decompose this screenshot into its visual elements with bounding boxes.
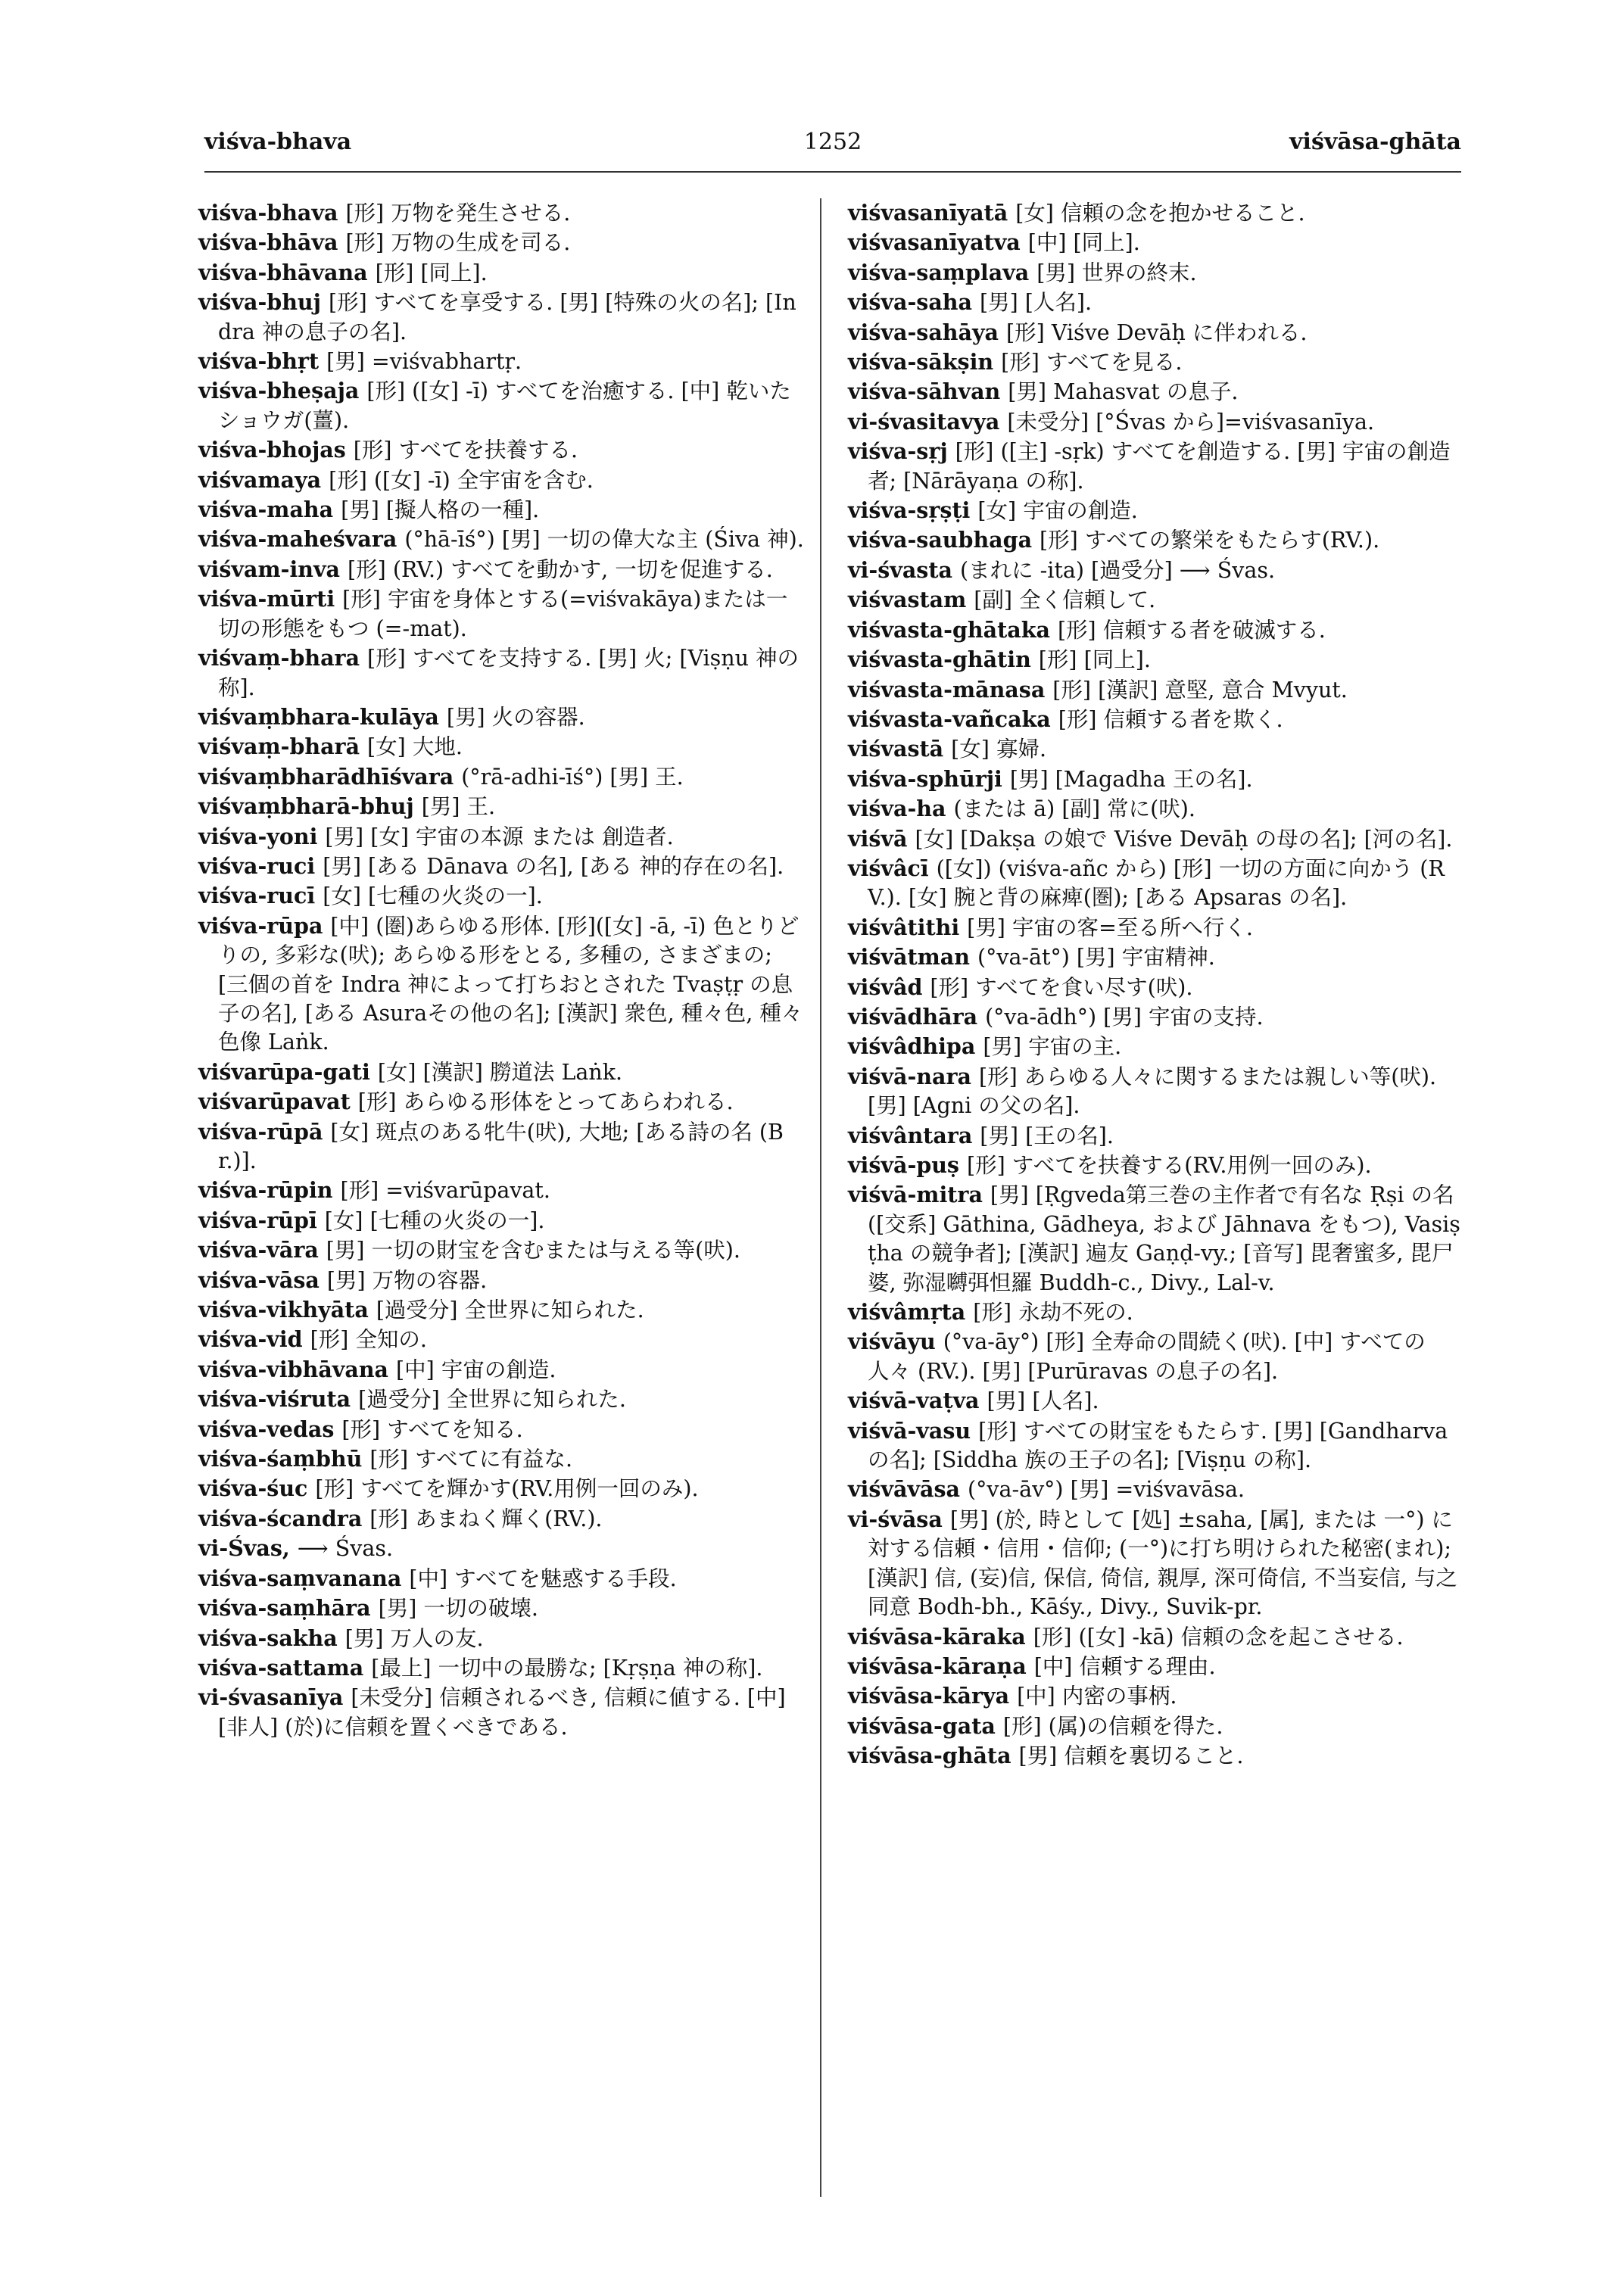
entry-headword: viśva-vid [198,1326,303,1353]
entry-definition: [男] [Ṛgveda第三巻の主作者で有名な Ṛṣi の名 ([交系] Gāthina, Gādheya, および Jāhnava をもつ), Vasiṣṭha の競争者]; [漢訳] 遍友 Gaṇḍ-vy.; [音写] 毘奢蜜多, 毘尸婆, 弥湿嚩弭怛羅 Buddh-c., Divy., Lal-v. [868,1182,1460,1295]
dictionary-entry [198,1564,804,1594]
entry-headword: viśva-sahāya [848,319,999,345]
entry-headword: viśva-ruci [198,852,316,879]
dictionary-entry [848,1298,1465,1327]
entry-headword: vi-śvasta [848,556,952,583]
dictionary-entry [848,1741,1465,1771]
dictionary-entry [198,376,804,435]
entry-headword: viśvāsa-gata [848,1712,996,1739]
dictionary-entry [848,1416,1465,1475]
entry-definition: [男] 火の容器. [446,704,585,730]
entry-headword: viśva-śuc [198,1475,308,1502]
entry-definition: (°va-ādh°) [男] 宇宙の支持. [985,1004,1264,1030]
dictionary-entry [198,1594,804,1623]
entry-headword: viśva-bhuj [198,289,321,316]
dictionary-entry [198,762,804,792]
dictionary-entry [198,1653,804,1683]
entry-definition: [形] Viśve Devāḥ に伴われる. [1006,319,1308,345]
left-column [198,198,804,1742]
entry-headword: viśva-rūpā [198,1118,323,1145]
entry-definition: [形] 宇宙を身体とする(=viśvakāya)または一切の形態をもつ (=-mat). [218,587,788,641]
entry-definition: [中] 信頼する理由. [1033,1653,1216,1679]
entry-headword: viśva-sphūrji [848,765,1002,792]
entry-definition: [男] [人名]. [980,290,1093,316]
entry-definition: [男] 万人の友. [344,1625,484,1651]
entry-headword: viśvāsa-kāraṇa [848,1653,1027,1679]
header-rule [204,171,1461,173]
entry-definition: [形] すべてを食い尽す(吠). [930,974,1193,1000]
entry-headword: viśva-sāhvan [848,379,1001,405]
dictionary-entry [198,1355,804,1385]
dictionary-entry [848,258,1465,288]
dictionary-entry [198,555,804,584]
entry-headword: viśva-ścandra [198,1505,363,1531]
entry-definition: [女] 斑点のある牝牛(吠), 大地; [ある詩の名 (Br.)]. [218,1119,784,1173]
dictionary-entry [198,1415,804,1444]
entry-definition: [形] すべての財宝をもたらす. [男] [Gandharva の名]; [Siddha 族の王子の名]; [Viṣṇu の称]. [868,1418,1448,1473]
dictionary-entry [848,1622,1465,1652]
dictionary-entry [198,1087,804,1117]
dictionary-entry [198,198,804,228]
entry-definition: [形] すべてに有益な. [369,1447,573,1472]
entry-definition: [中] 宇宙の創造. [396,1357,556,1382]
dictionary-entry [198,1474,804,1503]
dictionary-entry [848,1505,1465,1622]
entry-headword: vi-Śvas, [198,1535,290,1562]
entry-definition: [女] [七種の火炎の一]. [323,883,543,909]
entry-definition: ⟶ Śvas. [297,1536,394,1562]
dictionary-entry [848,288,1465,317]
dictionary-entry [848,1712,1465,1741]
entry-definition: [形] ([女] -ī) 全宇宙を含む. [329,467,594,493]
dictionary-entry [198,1385,804,1414]
dictionary-entry [198,1266,804,1295]
entry-headword: viśva-vāsa [198,1266,320,1293]
entry-headword: viśva-bhāva [198,229,338,256]
entry-headword: viśva-vedas [198,1416,335,1442]
dictionary-entry [848,1652,1465,1681]
entry-headword: viśva-śaṃbhū [198,1446,363,1472]
entry-definition: [男] 宇宙の主. [983,1034,1122,1060]
entry-definition: [最上] 一切中の最勝な; [Kṛṣṇa 神の称]. [371,1655,763,1681]
entry-definition: (°hā-īś°) [男] 一切の偉大な主 (Śiva 神). [404,527,804,553]
entry-headword: viśva-rūpī [198,1207,317,1233]
entry-headword: viśvā [848,825,908,852]
entry-headword: viśvarūpa-gati [198,1058,370,1085]
entry-headword: viśva-ha [848,796,946,822]
entry-definition: [男] 一切の破壊. [378,1596,538,1622]
entry-definition: [形] すべてを輝かす(RV.用例一回のみ). [315,1476,699,1502]
entry-headword: viśvâcī [848,855,929,881]
dictionary-entry [198,466,804,495]
entry-headword: viśvasanīyatva [848,229,1021,256]
entry-definition: (まれに -ita) [過受分] ⟶ Śvas. [959,557,1276,583]
entry-definition: [男] 一切の財宝を含むまたは与える等(吠). [326,1238,740,1263]
dictionary-entry [198,822,804,852]
entry-headword: viśvā-vaṭva [848,1388,980,1414]
dictionary-entry [848,942,1465,972]
entry-headword: viśvasta-mānasa [848,676,1046,703]
entry-headword: viśvāvāsa [848,1476,960,1503]
dictionary-entry [198,911,804,1058]
entry-headword: viśva-sattama [198,1654,364,1681]
entry-headword: viśvântara [848,1122,973,1148]
entry-definition: [男] 信頼を裏切ること. [1018,1743,1244,1769]
entry-definition: [形] すべてを支持する. [男] 火; [Viṣṇu 神の称]. [218,646,800,700]
entry-definition: (または ā) [副] 常に(吠). [953,796,1195,822]
entry-definition: [男] (於, 時として [処] ±saha, [属], または 一°) に対する信頼・信用・信仰; (一°)に打ち明けられた秘密(まれ); [漢訳] 信, (妄)信, 保信, 倚信, 親厚, 深可倚信, 不当妄信, 与之同意 Bodh-bh., Kāśy., Divy., Suvik-pr. [868,1506,1457,1620]
entry-definition: [女] 宇宙の創造. [977,498,1138,524]
dictionary-entry [848,407,1465,437]
entry-definition: [男] [女] 宇宙の本源 または 創造者. [325,824,674,849]
dictionary-entry [848,854,1465,913]
entry-headword: viśva-saubhaga [848,527,1033,553]
entry-headword: viśva-sṛṣṭi [848,497,971,524]
entry-definition: [形] ([女] -ī) すべてを治癒する. [中] 乾いたショウガ(薑). [218,379,791,433]
dictionary-entry [198,703,804,732]
entry-definition: [男] 万物の容器. [326,1267,488,1293]
dictionary-entry [848,585,1465,615]
entry-definition: [形] ([主] -sṛk) すべてを創造する. [男] 宇宙の創造者; [Nārāyaṇa の称]. [868,439,1451,494]
entry-headword: viśvâdhipa [848,1033,976,1060]
entry-headword: viśva-saṃplava [848,259,1030,285]
entry-headword: viśvāsa-ghāta [848,1743,1011,1769]
dictionary-entry [848,645,1465,675]
dictionary-entry [198,1504,804,1534]
entry-headword: viśvâmṛta [848,1299,966,1326]
entry-headword: viśvā-vasu [848,1417,971,1444]
entry-definition: [中] すべてを魅惑する手段. [409,1566,677,1591]
entry-headword: viśva-bhāvana [198,259,368,285]
dictionary-entry [848,1002,1465,1032]
entry-headword: viśvā-puṣ [848,1152,959,1178]
entry-definition: [形] 信頼する者を破滅する. [1057,617,1326,643]
entry-definition: [男] =viśvabhartṛ. [326,349,522,375]
entry-definition: [男] [王の名]. [980,1123,1114,1148]
dictionary-entry [198,792,804,821]
page-number: 1252 [803,129,862,155]
entry-headword: viśvastam [848,587,967,613]
entry-headword: viśva-sākṣin [848,349,994,375]
entry-headword: viśvaṃbharādhīśvara [198,763,454,790]
entry-definition: [女] [Dakṣa の娘で Viśve Devāḥ の母の名]; [河の名]. [915,826,1453,852]
dictionary-entry [198,435,804,465]
dictionary-entry [198,1683,804,1742]
entry-headword: viśvarūpavat [198,1089,351,1115]
dictionary-entry [198,1117,804,1176]
entry-headword: viśva-yoni [198,823,318,849]
dictionary-entry [198,288,804,347]
entry-headword: viśvādhāra [848,1003,978,1030]
dictionary-entry [848,705,1465,734]
entry-headword: viśva-saṃvanana [198,1565,402,1591]
page-header [204,129,1461,167]
dictionary-entry [848,1121,1465,1151]
entry-definition: [男] [人名]. [987,1388,1099,1414]
running-head-left: viśva-bhava [204,129,352,155]
entry-definition: [形] 信頼する者を欺く. [1058,706,1283,732]
running-head-right: viśvāsa-ghāta [1289,129,1461,155]
entry-headword: viśva-bhṛt [198,348,320,375]
entry-headword: viśvaṃ-bhara [198,645,360,671]
entry-headword: viśva-saṃhāra [198,1595,371,1622]
entry-definition: [男] Mahasvat の息子. [1008,379,1239,405]
dictionary-entry [848,913,1465,942]
entry-headword: viśva-rucī [198,883,316,909]
entry-headword: viśvāyu [848,1329,936,1355]
entry-headword: viśvamaya [198,466,322,493]
dictionary-entry [198,495,804,525]
entry-headword: viśva-sṛj [848,438,948,465]
entry-definition: [女] [七種の火炎の一]. [324,1207,545,1233]
entry-headword: viśvaṃbharā-bhuj [198,793,414,820]
entry-headword: viśva-mūrti [198,586,335,612]
dictionary-entry [848,1475,1465,1504]
entry-headword: vi-śvasitavya [848,408,1000,435]
entry-definition: [形] 全知の. [310,1327,427,1353]
dictionary-entry [198,1176,804,1205]
entry-definition: [形] すべての繁栄をもたらす(RV.). [1040,528,1380,553]
dictionary-entry [848,765,1465,794]
dictionary-entry [198,1325,804,1354]
dictionary-entry [198,525,804,554]
dictionary-entry [848,377,1465,407]
entry-headword: viśvā-nara [848,1063,971,1089]
entry-definition: [男] 宇宙の客=至る所へ行く. [967,914,1253,940]
dictionary-entry [848,824,1465,854]
entry-headword: viśvasta-ghātaka [848,616,1050,643]
entry-definition: [男] 王. [421,794,496,820]
entry-definition: [中] (圏)あらゆる形体. [形]([女] -ā, -ī) 色とりどりの, 多彩な(吠); あらゆる形をとる, 多種の, さまざまの; [三個の首を Indra 神によって打ちおとされた Tvaṣṭṛ の息子の名], [ある Asuraその他の名]; [漢訳] 衆色, 種々色, 種々色像 Laṅk. [218,913,803,1055]
dictionary-entry [848,794,1465,824]
entry-definition: [形] すべてを扶養する. [353,438,578,463]
entry-headword: viśva-bhava [198,200,338,226]
dictionary-entry [848,615,1465,645]
dictionary-entry [198,643,804,703]
dictionary-entry [198,1295,804,1325]
entry-definition: [女] [漢訳] 朥道法 Laṅk. [377,1059,623,1085]
right-column [848,198,1465,1771]
dictionary-entry [848,1681,1465,1711]
entry-headword: viśva-viśruta [198,1386,351,1413]
entry-definition: [過受分] 全世界に知られた. [376,1298,644,1323]
entry-definition: [中] 内密の事柄. [1017,1684,1177,1709]
column-divider [820,198,821,2197]
dictionary-entry [848,1032,1465,1061]
dictionary-entry [198,732,804,762]
entry-definition: [女] 信頼の念を抱かせること. [1015,201,1305,226]
entry-definition: [形] ([女] -kā) 信頼の念を起こさせる. [1033,1624,1404,1650]
entry-headword: viśva-saha [848,289,972,316]
entry-definition: [女] 寡婦. [951,737,1046,762]
entry-definition: [形] あまねく輝く(RV.). [369,1506,603,1531]
entry-definition: [過受分] 全世界に知られた. [358,1387,626,1413]
entry-definition: [中] [同上]. [1027,230,1140,256]
entry-definition: [形] [同上]. [375,260,488,285]
dictionary-entry [848,1386,1465,1416]
entry-definition: [形] あらゆる形体をとってあらわれる. [357,1089,734,1115]
entry-definition: ([女]) (viśva-añc から) [形] 一切の方面に向かう (RV.). [女] 腕と背の麻痺(圏); [ある Apsaras の名]. [868,855,1445,911]
entry-headword: viśva-vāra [198,1237,319,1263]
dictionary-entry [848,437,1465,496]
entry-definition: [男] [ある Dānava の名], [ある 神的存在の名]. [323,853,784,879]
entry-headword: viśva-rūpin [198,1177,333,1204]
dictionary-entry [848,734,1465,764]
entry-definition: (°rā-adhi-īś°) [男] 王. [461,764,684,790]
dictionary-entry [848,525,1465,555]
entry-definition: [形] 万物の生成を司る. [345,230,571,256]
dictionary-entry [198,852,804,881]
entry-definition: (°va-āt°) [男] 宇宙精神. [977,945,1215,970]
entry-headword: viśvasta-ghātin [848,646,1031,673]
entry-definition: [形] すべてを享受する. [男] [特殊の火の名]; [Indra 神の息子の名]. [218,290,796,344]
entry-definition: [男] [擬人格の一種]. [341,497,540,523]
entry-definition: [形] すべてを扶養する(RV.用例一回のみ). [966,1153,1372,1178]
dictionary-entry [198,1624,804,1653]
dictionary-entry [848,496,1465,525]
entry-definition: [形] [同上]. [1038,647,1151,673]
dictionary-entry [848,556,1465,585]
entry-definition: [形] [漢訳] 意堅, 意合 Mvyut. [1052,677,1348,703]
dictionary-entry [198,1534,804,1563]
entry-headword: viśva-maheśvara [198,526,397,553]
entry-headword: vi-śvāsa [848,1506,943,1532]
entry-headword: viśvaṃ-bharā [198,734,360,760]
entry-headword: viśvam-inva [198,556,341,582]
entry-definition: (°va-āv°) [男] =viśvavāsa. [968,1477,1245,1503]
entry-definition: [女] 大地. [367,734,463,760]
dictionary-entry [848,675,1465,705]
entry-headword: viśvasanīyatā [848,200,1008,226]
entry-definition: [男] 世界の終末. [1036,260,1197,285]
dictionary-entry [198,1058,804,1087]
entry-definition: [形] すべてを見る. [1001,350,1183,375]
dictionary-entry [848,318,1465,347]
entry-definition: [副] 全く信頼して. [974,587,1156,613]
dictionary-entry [848,228,1465,257]
entry-headword: viśva-vikhyāta [198,1297,369,1323]
entry-headword: viśva-maha [198,497,334,523]
dictionary-entry [198,347,804,376]
entry-headword: viśvāsa-kāraka [848,1623,1026,1650]
dictionary-entry [198,584,804,643]
entry-definition: [未受分] [°Śvas から]=viśvasanīya. [1007,409,1375,435]
entry-headword: viśva-vibhāvana [198,1356,389,1382]
entry-headword: viśvātman [848,944,970,970]
dictionary-entry [848,347,1465,377]
entry-definition: [形] =viśvarūpavat. [340,1178,550,1204]
dictionary-entry [198,228,804,257]
entry-headword: viśva-rūpa [198,912,323,939]
dictionary-entry [198,258,804,288]
entry-headword: viśva-bheṣaja [198,378,360,404]
entry-definition: [形] 永劫不死の. [973,1300,1133,1326]
entry-headword: viśvastā [848,736,944,762]
entry-definition: [形] (RV.) すべてを動かす, 一切を促進する. [348,556,773,582]
entry-headword: viśva-bhojas [198,437,346,463]
dictionary-entry [848,198,1465,228]
entry-headword: viśvasta-vañcaka [848,706,1051,732]
dictionary-entry [848,1151,1465,1180]
entry-definition: [男] [Magadha 王の名]. [1009,766,1253,792]
entry-definition: [形] すべてを知る. [341,1416,523,1442]
entry-headword: viśva-sakha [198,1625,338,1651]
dictionary-entry [198,1206,804,1235]
dictionary-entry [198,1235,804,1265]
entry-headword: viśvā-mitra [848,1182,983,1208]
entry-headword: viśvâd [848,974,923,1000]
entry-definition: [形] (属)の信頼を得た. [1002,1713,1223,1739]
entry-headword: viśvāsa-kārya [848,1683,1010,1709]
entry-definition: (°va-āy°) [形] 全寿命の間続く(吠). [中] すべての人々 (RV.). [男] [Purūravas の息子の名]. [868,1329,1426,1384]
dictionary-entry [848,973,1465,1002]
dictionary-entry [198,1444,804,1474]
entry-headword: vi-śvasanīya [198,1684,344,1711]
dictionary-entry [848,1062,1465,1121]
dictionary-entry [848,1180,1465,1298]
dictionary-entry [848,1327,1465,1386]
entry-headword: viśvâtithi [848,914,960,940]
dictionary-entry [198,881,804,911]
entry-headword: viśvaṃbhara-kulāya [198,703,439,730]
entry-definition: [形] あらゆる人々に関するまたは親しい等(吠). [男] [Agni の父の名]. [868,1064,1437,1119]
entry-definition: [形] 万物を発生させる. [345,201,571,226]
entry-definition: [未受分] 信頼されるべき, 信頼に値する. [中] [非人] (於)に信頼を置くべきである. [218,1685,786,1740]
